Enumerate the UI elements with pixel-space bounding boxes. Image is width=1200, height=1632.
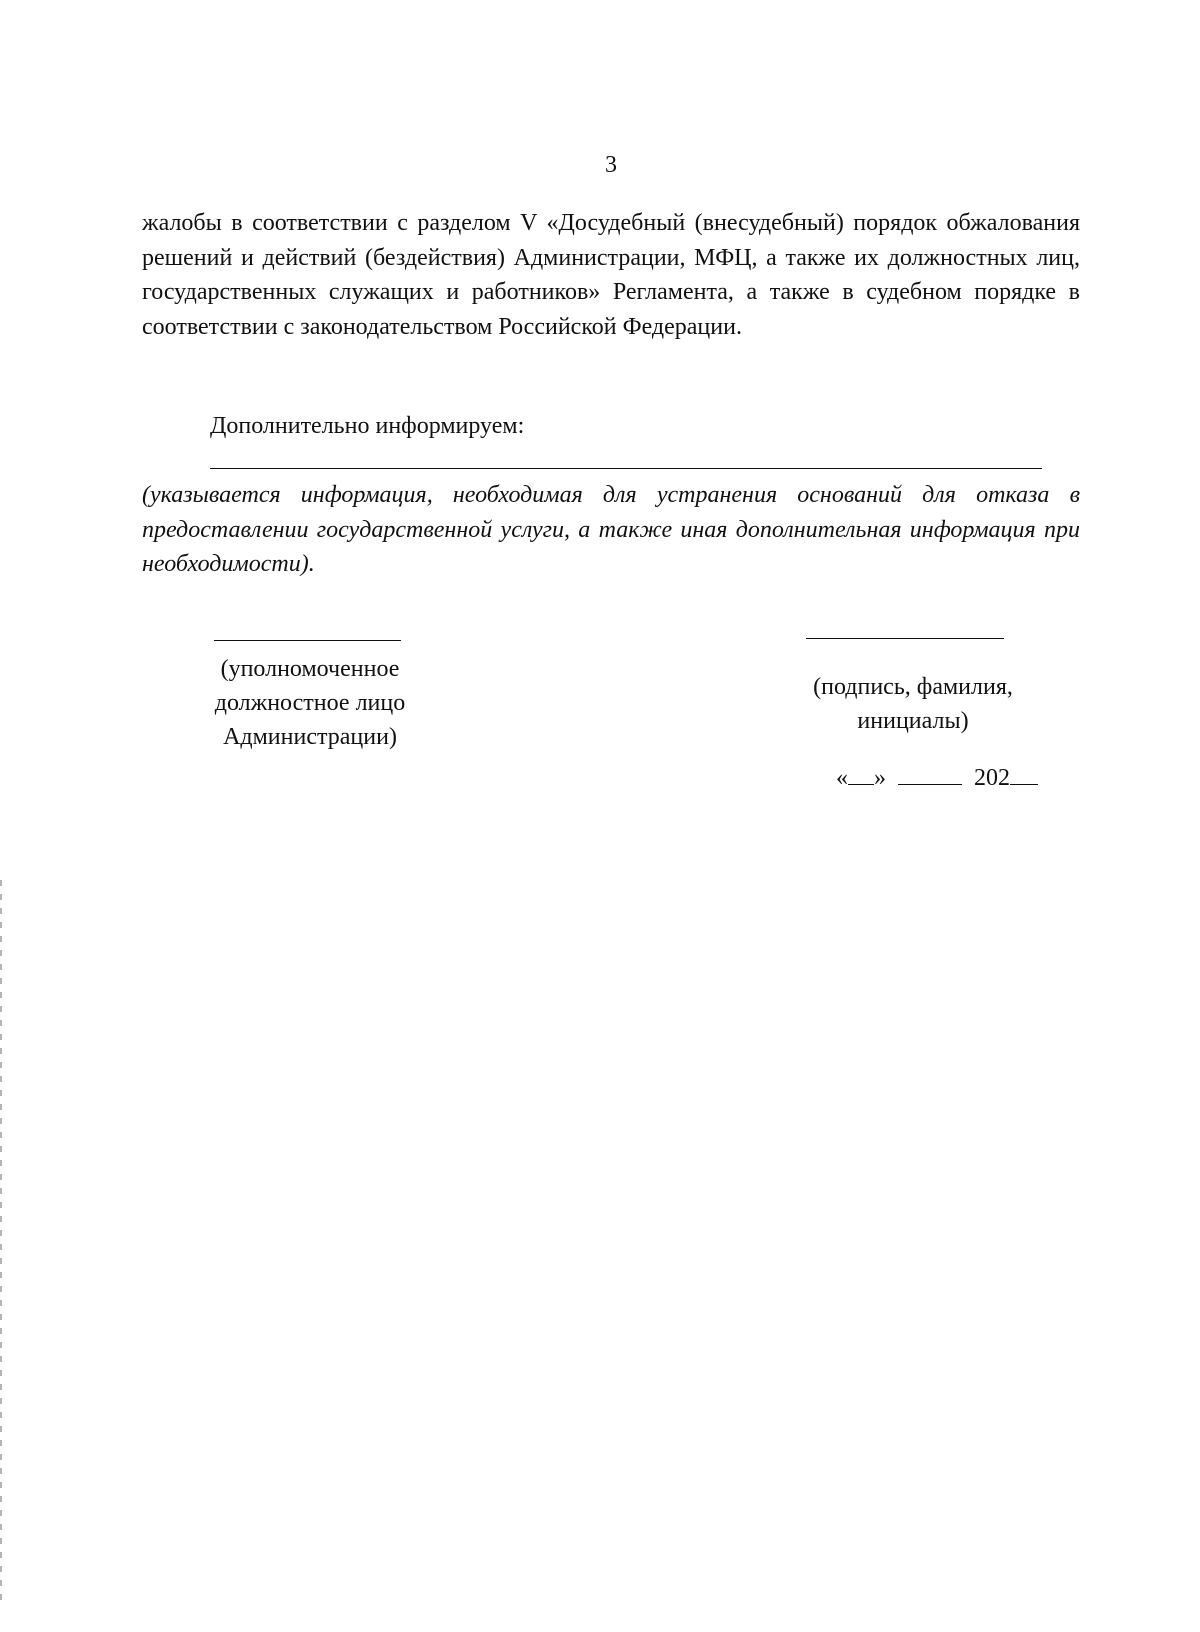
signature-caption-line-1: (подпись, фамилия,	[813, 674, 1013, 700]
page-number: 3	[605, 152, 617, 178]
date-year-blank	[1010, 764, 1038, 785]
main-paragraph: жалобы в соответствии с разделом V «Досудебный (внесудебный) порядок обжалования решений и действий (бездействия) Администрации, МФЦ, а также их должностных лиц, государственных служащих и работников» Регламента, а также в судебном порядке в соответствии с законодательством Российской Федерации.	[142, 210, 1080, 340]
official-caption	[178, 652, 442, 754]
additional-info-label: Дополнительно информируем:	[210, 413, 525, 439]
date-year-prefix: 202	[974, 765, 1010, 791]
official-caption-line-3: Администрации)	[223, 724, 397, 750]
date-field	[836, 764, 1038, 792]
additional-info-blank-line	[210, 468, 1042, 469]
signature-caption	[786, 670, 1040, 738]
official-caption-line-2: должностное лицо	[214, 690, 406, 716]
scan-edge-artifact	[0, 880, 2, 1600]
date-open-quote: «	[836, 765, 848, 791]
official-signature-line	[214, 640, 401, 641]
additional-info-note: (указывается информация, необходимая для устранения оснований для отказа в предоставлении государственной услуги, а также иная дополнительная информация при необходимости).	[142, 482, 1080, 577]
signature-caption-line-2: инициалы)	[857, 708, 969, 734]
date-month-blank	[898, 764, 962, 785]
official-caption-line-1: (уполномоченное	[220, 656, 400, 682]
date-day-blank	[848, 764, 874, 785]
signature-name-line	[806, 638, 1004, 639]
date-close-quote: »	[874, 765, 886, 791]
